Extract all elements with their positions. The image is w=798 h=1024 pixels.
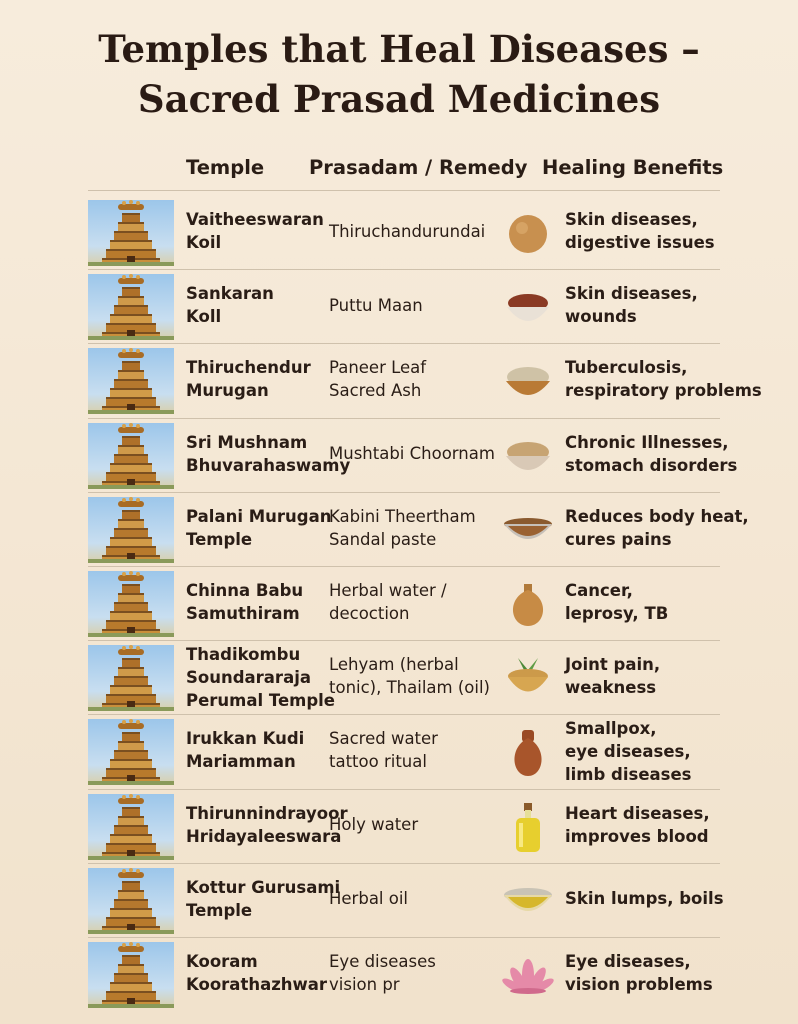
remedy-text-line: Kabini Theertham: [329, 506, 476, 526]
herb-bowl-icon: [500, 650, 556, 706]
benefit-text-line: cures pains: [565, 529, 672, 549]
temple-photo: [88, 571, 174, 637]
temple-name-line: Kottur Gurusami: [186, 877, 341, 897]
temple-photo: [88, 497, 174, 563]
benefit-text-line: Reduces body heat,: [565, 506, 749, 526]
remedy-text-line: Sacred Ash: [329, 381, 422, 401]
remedy-text-line: Paneer Leaf: [329, 358, 427, 378]
remedy-text-line: Eye diseases: [329, 952, 436, 971]
temple-name-line: Thadikombu: [186, 645, 301, 665]
temple-name: [186, 282, 346, 328]
remedy-text: [329, 653, 509, 699]
temple-name-line: Bhuvarahaswamy: [186, 455, 351, 475]
table-row: [88, 270, 738, 344]
temple-photo: [88, 200, 174, 266]
temple-name-line: Koorathazhwar: [186, 975, 328, 994]
remedy-text: [329, 813, 509, 836]
choornam-bowl-icon: [500, 428, 556, 484]
temple-name: [186, 727, 346, 773]
benefit-text: [565, 356, 762, 402]
benefit-text-line: improves blood: [565, 826, 709, 846]
remedy-text-line: tattoo ritual: [329, 752, 427, 772]
benefit-text-line: wounds: [565, 307, 637, 327]
benefit-text: [565, 802, 745, 848]
header-divider: [88, 190, 720, 191]
temple-name-line: Hridayaleeswara: [186, 826, 342, 846]
remedy-text: [329, 950, 509, 996]
temple-name: [186, 643, 346, 712]
temple-name: [186, 431, 351, 477]
table-row: [88, 715, 738, 789]
benefit-text: [565, 653, 745, 699]
temple-name: [186, 356, 346, 402]
table-row: [88, 938, 738, 1012]
temple-photo: [88, 423, 174, 489]
temple-name: [186, 208, 346, 254]
remedy-text: [329, 220, 509, 243]
lotus-icon: [500, 947, 556, 1003]
remedy-text-line: Herbal water /: [329, 581, 447, 600]
temple-name-line: Perumal Temple: [186, 691, 335, 711]
temple-name: [186, 876, 346, 922]
remedy-text-line: Holy water: [329, 815, 419, 835]
temple-name-line: Chinna Babu: [186, 581, 304, 600]
round-ball-icon: [500, 205, 556, 261]
temple-photo: [88, 274, 174, 340]
benefit-text-line: respiratory problems: [565, 381, 762, 401]
remedy-text-line: Sacred water: [329, 729, 438, 749]
temple-photo: [88, 794, 174, 860]
temple-name-line: Murugan: [186, 381, 269, 401]
temple-photo: [88, 942, 174, 1008]
temple-name-line: Palani Murugan: [186, 506, 332, 526]
temple-name-line: Koll: [186, 307, 222, 327]
remedy-text: [329, 505, 509, 551]
table-row: [88, 567, 738, 641]
remedy-text-line: Puttu Maan: [329, 295, 423, 315]
remedy-text-line: Sandal paste: [329, 529, 437, 549]
benefit-text-line: Smallpox,: [565, 719, 657, 739]
remedy-text-line: Lehyam (herbal: [329, 655, 459, 675]
temple-name-line: Irukkan Kudi: [186, 729, 305, 749]
temple-name-line: Mariamman: [186, 752, 296, 772]
benefit-text-line: stomach disorders: [565, 455, 738, 475]
temple-name-line: Thiruchendur: [186, 358, 311, 378]
benefit-text-line: Eye diseases,: [565, 952, 691, 971]
benefit-text-line: leprosy, TB: [565, 604, 669, 623]
remedy-text: [329, 356, 509, 402]
benefit-text-line: Chronic Illnesses,: [565, 432, 729, 452]
benefit-text: [565, 717, 745, 786]
benefit-text-line: Tuberculosis,: [565, 358, 688, 378]
remedy-text: [329, 294, 509, 317]
table-row: [88, 419, 738, 493]
benefit-text-line: limb diseases: [565, 765, 692, 785]
temple-name-line: Sri Mushnam: [186, 432, 308, 452]
ash-bowl-icon: [500, 353, 556, 409]
benefit-text: [565, 505, 749, 551]
temple-photo: [88, 348, 174, 414]
table-row: [88, 641, 738, 715]
temple-name-line: Thirunnindrayoor: [186, 803, 348, 823]
remedy-text: [329, 579, 509, 625]
page-title: [0, 24, 798, 124]
benefit-text: [565, 579, 745, 625]
table-row: [88, 864, 738, 938]
oil-bowl-icon: [500, 873, 556, 929]
benefit-text-line: Cancer,: [565, 581, 633, 600]
temple-photo: [88, 719, 174, 785]
benefit-text-line: Joint pain,: [565, 655, 661, 675]
header-remedy: Prasadam / Remedy: [309, 156, 528, 179]
remedy-text-line: decoction: [329, 604, 410, 623]
benefit-text-line: vision problems: [565, 975, 713, 994]
benefit-text: [565, 208, 745, 254]
temple-name: [186, 802, 346, 848]
header-temple: Temple: [186, 156, 265, 179]
title-line-1: Temples that Heal Diseases –: [98, 27, 700, 71]
benefit-text-line: Skin lumps, boils: [565, 889, 724, 909]
temple-name-line: Temple: [186, 529, 253, 549]
powder-bowl-icon: [500, 279, 556, 335]
remedy-text-line: tonic), Thailam (oil): [329, 678, 490, 698]
benefit-text: [565, 887, 745, 910]
clay-pot-icon: [500, 576, 556, 632]
benefit-text: [565, 431, 745, 477]
benefit-text-line: weakness: [565, 678, 657, 698]
temple-name-line: Vaitheeswaran: [186, 210, 324, 229]
remedy-text: [329, 887, 509, 910]
temple-name: [186, 579, 346, 625]
remedy-text-line: Mushtabi Choornam: [329, 444, 495, 464]
benefit-text-line: eye diseases,: [565, 742, 691, 762]
table-row: [88, 790, 738, 864]
benefit-text: [565, 282, 745, 328]
temple-name-line: Koil: [186, 233, 222, 252]
remedy-text-line: vision pr: [329, 975, 400, 994]
table-row: [88, 196, 738, 270]
temple-name-line: Temple: [186, 900, 253, 920]
water-jug-icon: [500, 724, 556, 780]
remedy-text-line: Herbal oil: [329, 889, 409, 909]
remedy-text-line: Thiruchandurundai: [329, 221, 486, 241]
temple-name-line: Sankaran: [186, 284, 274, 304]
benefit-text-line: Skin diseases,: [565, 284, 698, 304]
temple-name-line: Samuthiram: [186, 604, 300, 623]
benefit-text: [565, 950, 745, 996]
temple-photo: [88, 645, 174, 711]
remedy-text: [329, 727, 509, 773]
liquid-bowl-icon: [500, 502, 556, 558]
glass-bottle-icon: [500, 799, 556, 855]
benefit-text-line: Skin diseases,: [565, 210, 698, 229]
temple-name-line: Kooram: [186, 952, 258, 971]
temple-name: [186, 950, 346, 996]
header-benefits: Healing Benefits: [542, 156, 724, 179]
temple-name-line: Soundararaja: [186, 668, 311, 688]
remedy-text: [329, 442, 509, 465]
table-row: [88, 493, 749, 567]
temple-name: [186, 505, 346, 551]
title-line-2: Sacred Prasad Medicines: [137, 77, 661, 121]
temple-photo: [88, 868, 174, 934]
benefit-text-line: digestive issues: [565, 233, 715, 252]
benefit-text-line: Heart diseases,: [565, 803, 710, 823]
table-row: [88, 344, 762, 418]
